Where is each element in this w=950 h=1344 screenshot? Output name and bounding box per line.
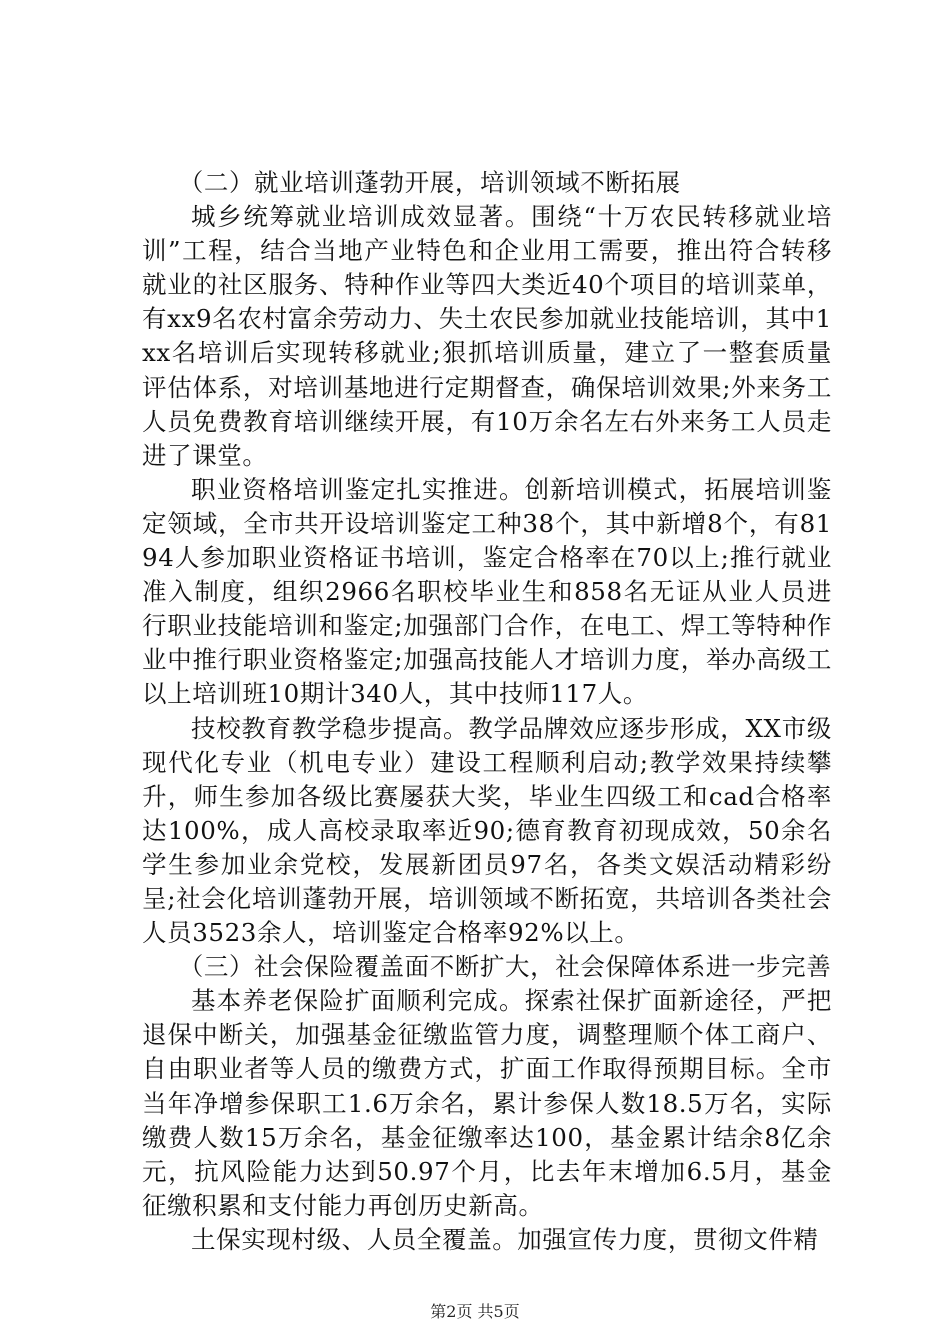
- section-heading-3: （三）社会保险覆盖面不断扩大，社会保障体系进一步完善: [178, 952, 832, 982]
- paragraph-technical-school: 技校教育教学稳步提高。教学品牌效应逐步形成，XX市级现代化专业（机电专业）建设工程顺利启动;教学效果持续攀升，师生参加各级比赛屡获大奖，毕业生四级工和cad合格率达100%，成人高校录取率近90;德育教育初现成效，50余名学生参加业余党校，发展新团员97名，各类文娱活动精彩纷呈;社会化培训蓬勃开展，培训领域不断拓宽，共培训各类社会人员3523余人，培训鉴定合格率92%以上。: [142, 713, 832, 948]
- paragraph-vocational-qualification: 职业资格培训鉴定扎实推进。创新培训模式，拓展培训鉴定领域，全市共开设培训鉴定工种38个，其中新增8个，有8194人参加职业资格证书培训，鉴定合格率在70以上;推行就业准入制度，组织2966名职校毕业生和858名无证从业人员进行职业技能培训和鉴定;加强部门合作，在电工、焊工等特种作业中推行职业资格鉴定;加强高技能人才培训力度，举办高级工以上培训班10期计340人，其中技师117人。: [142, 474, 832, 709]
- document-body: [142, 166, 832, 1257]
- page-footer: 第2页 共5页: [430, 1302, 520, 1321]
- paragraph-land-insurance: 土保实现村级、人员全覆盖。加强宣传力度，贯彻文件精: [191, 1224, 819, 1254]
- section-heading-2: （二）就业培训蓬勃开展，培训领域不断拓展: [178, 168, 681, 197]
- paragraph-pension-insurance: 基本养老保险扩面顺利完成。探索社保扩面新途径，严把退保中断关，加强基金征缴监管力度，调整理顺个体工商户、自由职业者等人员的缴费方式，扩面工作取得预期目标。全市当年净增参保职工1.6万余名，累计参保人数18.5万名，实际缴费人数15万余名，基金征缴率达100，基金累计结余8亿余元，抗风险能力达到50.97个月，比去年末增加6.5月，基金征缴积累和支付能力再创历史新高。: [142, 986, 832, 1220]
- paragraph-employment-training: 城乡统筹就业培训成效显著。围绕“十万农民转移就业培训”工程，结合当地产业特色和企业用工需要，推出符合转移就业的社区服务、特种作业等四大类近40个项目的培训菜单，有xx9名农村富余劳动力、失土农民参加就业技能培训，其中1xx名培训后实现转移就业;狠抓培训质量，建立了一整套质量评估体系，对培训基地进行定期督查，确保培训效果;外来务工人员免费教育培训继续开展，有10万余名左右外来务工人员走进了课堂。: [142, 202, 832, 470]
